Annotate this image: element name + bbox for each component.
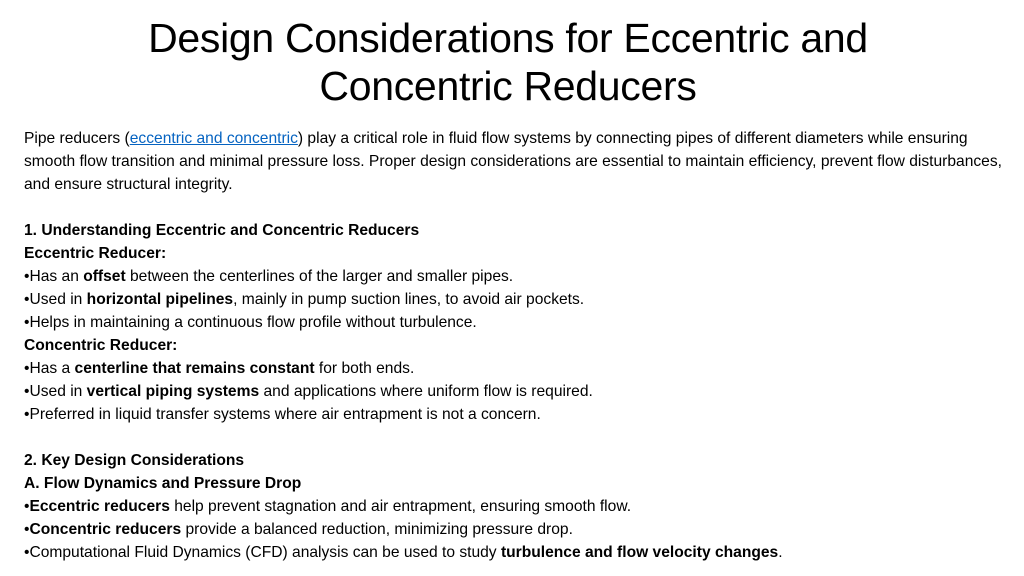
- section2-heading: 2. Key Design Considerations: [24, 452, 245, 469]
- list-item: •Computational Fluid Dynamics (CFD) analysis can be used to study turbulence and flow velocity changes.: [24, 544, 783, 561]
- reducers-link[interactable]: eccentric and concentric: [129, 130, 298, 147]
- eccentric-heading: Eccentric Reducer:: [24, 245, 167, 262]
- section1-heading: 1. Understanding Eccentric and Concentric Reducers: [24, 222, 420, 239]
- list-item: •Eccentric reducers help prevent stagnation and air entrapment, ensuring smooth flow.: [24, 498, 632, 515]
- list-item: •Has a centerline that remains constant for both ends.: [24, 360, 415, 377]
- list-item: •Has an offset between the centerlines of the larger and smaller pipes.: [24, 268, 514, 285]
- list-item: •Concentric reducers provide a balanced reduction, minimizing pressure drop.: [24, 521, 573, 538]
- slide-body: [24, 127, 1009, 564]
- list-item: •Used in vertical piping systems and applications where uniform flow is required.: [24, 383, 593, 400]
- slide-title: [0, 14, 1016, 110]
- list-item: •Helps in maintaining a continuous flow profile without turbulence.: [24, 314, 477, 331]
- list-item: •Preferred in liquid transfer systems where air entrapment is not a concern.: [24, 406, 541, 423]
- title-line-2: Concentric Reducers: [319, 63, 697, 109]
- intro-paragraph: [24, 127, 1009, 196]
- concentric-heading: Concentric Reducer:: [24, 337, 178, 354]
- spacer: [24, 426, 1009, 449]
- spacer: [24, 196, 1009, 219]
- title-line-1: Design Considerations for Eccentric and: [148, 15, 868, 61]
- intro-text-start: Pipe reducers (: [24, 130, 130, 147]
- list-item: •Used in horizontal pipelines, mainly in pump suction lines, to avoid air pockets.: [24, 291, 585, 308]
- intro-text-rest: ) play a critical role in fluid flow systems by connecting pipes of different diameters while ensuring smooth flow transition and minimal pressure loss. Proper design considerations are essential to maintain efficiency, prevent flow disturbances, and ensure structural integrity.: [24, 130, 1002, 193]
- section2-subheading: A. Flow Dynamics and Pressure Drop: [24, 475, 302, 492]
